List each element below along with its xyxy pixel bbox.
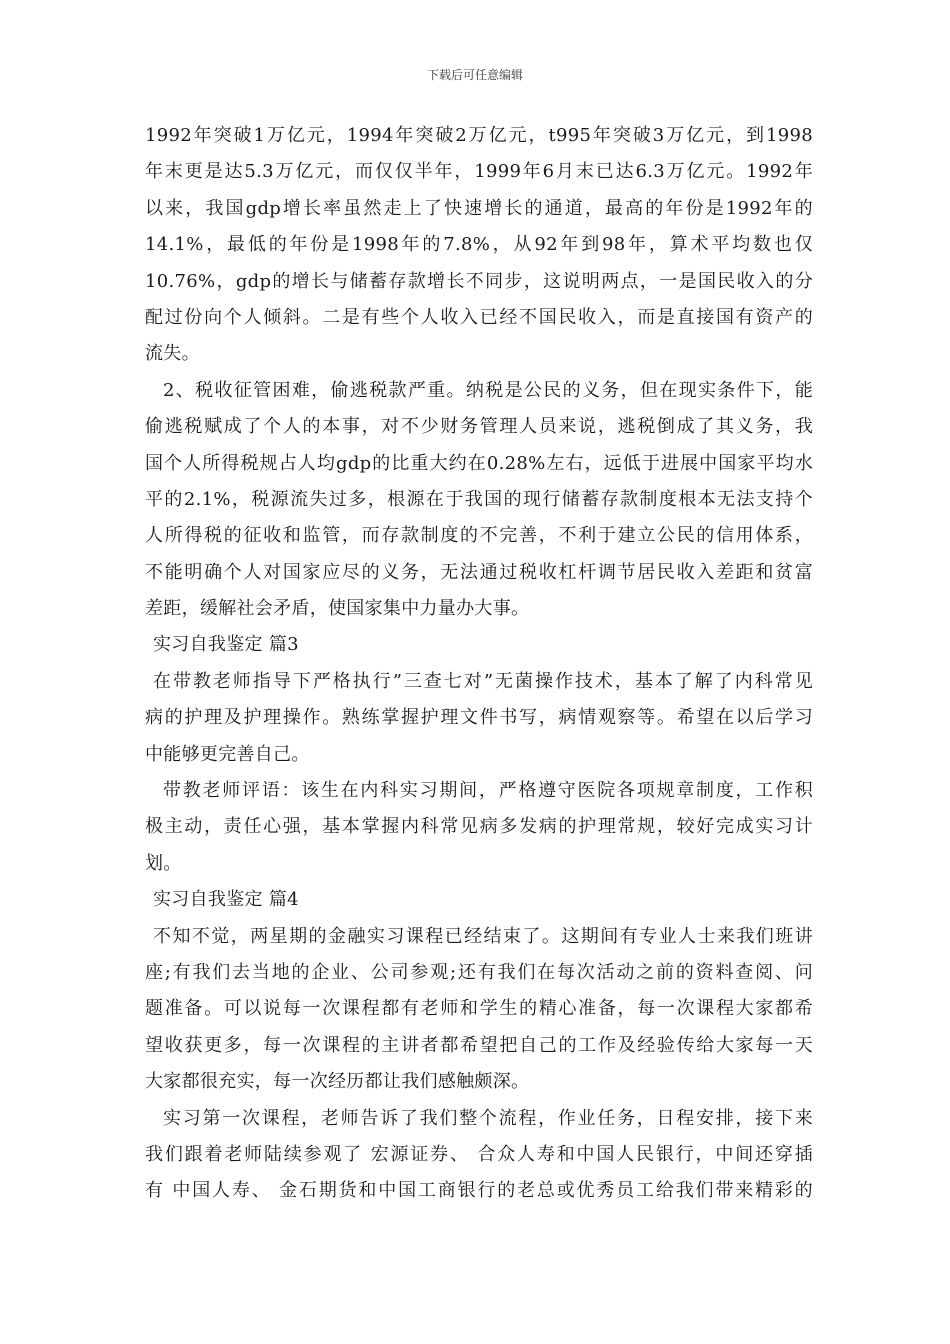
text-line: 人所得税的征收和监管，而存款制度的不完善，不利于建立公民的信用体系，: [145, 525, 813, 547]
text-line: 题准备。可以说每一次课程都有老师和学生的精心准备，每一次课程大家都希: [145, 998, 813, 1020]
text-line: 偷逃税赋成了个人的本事，对不少财务管理人员来说，逃税倒成了其义务，我: [145, 416, 813, 438]
text-line: 带教老师评语：该生在内科实习期间，严格遵守医院各项规章制度，工作积: [163, 780, 813, 802]
text-line: 不能明确个人对国家应尽的义务，无法通过税收杠杆调节居民收入差距和贫富: [145, 561, 813, 583]
text-line: 年末更是达5.3万亿元，而仅仅半年，1999年6月末已达6.3万亿元。1992年: [145, 161, 813, 183]
text-line: 2、税收征管困难，偷逃税款严重。纳税是公民的义务，但在现实条件下，能: [163, 379, 813, 401]
text-line: 不知不觉，两星期的金融实习课程已经结束了。这期间有专业人士来我们班讲: [153, 925, 813, 947]
text-line: 座;有我们去当地的企业、公司参观;还有我们在每次活动之前的资料查阅、问: [145, 961, 813, 983]
document-body: [145, 118, 813, 1210]
text-line: 中能够更完善自己。: [145, 743, 310, 765]
text-line: 流失。: [145, 343, 200, 365]
text-line: 实习第一次课程，老师告诉了我们整个流程，作业任务，日程安排，接下来: [163, 1107, 813, 1129]
text-line: 病的护理及护理操作。熟练掌握护理文件书写，病情观察等。希望在以后学习: [145, 707, 813, 729]
text-line: 10.76%，gdp的增长与储蓄存款增长不同步，这说明两点，一是国民收入的分: [145, 270, 813, 292]
text-line: 实习自我鉴定 篇3: [153, 634, 299, 656]
text-line: 以来，我国gdp增长率虽然走上了快速增长的通道，最高的年份是1992年的: [145, 197, 813, 219]
text-line: 14.1%，最低的年份是1998年的7.8%，从92年到98年，算术平均数也仅: [145, 234, 813, 256]
page-header: 下载后可任意编辑: [426, 68, 523, 82]
text-line: 平的2.1%，税源流失过多，根源在于我国的现行储蓄存款制度根本无法支持个: [145, 488, 813, 510]
text-line: 大家都很充实，每一次经历都让我们感触颇深。: [145, 1071, 530, 1093]
text-line: 有 中国人寿、 金石期货和中国工商银行的老总或优秀员工给我们带来精彩的: [145, 1180, 813, 1202]
text-line: 划。: [145, 852, 182, 874]
text-line: 实习自我鉴定 篇4: [153, 889, 299, 911]
text-line: 国个人所得税规占人均gdp的比重大约在0.28%左右，远低于进展中国家平均水: [145, 452, 813, 474]
text-line: 望收获更多，每一次课程的主讲者都希望把自己的工作及经验传给大家每一天: [145, 1034, 813, 1056]
text-line: 1992年突破1万亿元，1994年突破2万亿元，t995年突破3万亿元，到1998: [145, 125, 813, 146]
text-line: 在带教老师指导下严格执行”三查七对”无菌操作技术，基本了解了内科常见: [153, 670, 813, 692]
text-line: 差距，缓解社会矛盾，使国家集中力量办大事。: [145, 598, 530, 620]
text-line: 配过份向个人倾斜。二是有些个人收入已经不国民收入，而是直接国有资产的: [145, 306, 813, 328]
text-line: 我们跟着老师陆续参观了 宏源证券、 合众人寿和中国人民银行，中间还穿插: [145, 1143, 813, 1165]
text-line: 极主动，责任心强，基本掌握内科常见病多发病的护理常规，较好完成实习计: [145, 816, 813, 838]
